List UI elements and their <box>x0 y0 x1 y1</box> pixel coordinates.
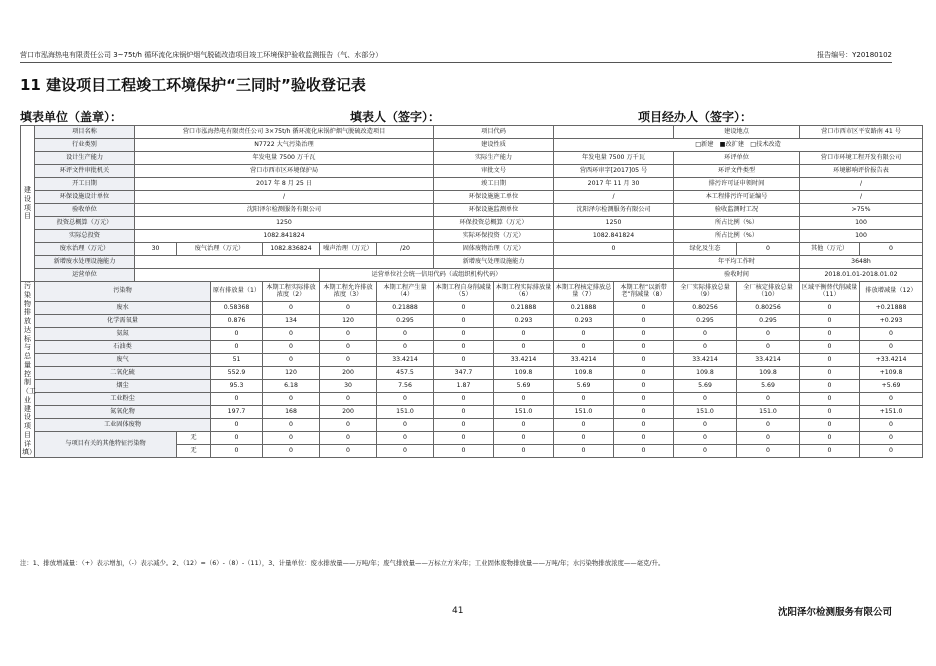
table-cell: 0 <box>434 419 494 432</box>
table-cell: 0 <box>494 393 554 406</box>
table-cell: 0 <box>434 354 494 367</box>
table-row <box>21 256 923 269</box>
column-header: 本期工程“以新带老”削减量（8） <box>614 282 674 302</box>
table-cell: >75% <box>800 204 923 217</box>
table-cell: 年平均工作时 <box>674 256 800 269</box>
table-cell: +109.8 <box>860 367 923 380</box>
table-cell: / <box>800 178 923 191</box>
table-cell: 行业类别 <box>35 139 135 152</box>
table-cell: 0 <box>737 432 800 445</box>
table-cell: 验收时间 <box>674 269 800 282</box>
other-pollutants-label: 与项目有关的其他特征污染物 <box>35 432 177 458</box>
column-header: 本期工程自身削减量（5） <box>434 282 494 302</box>
table-cell <box>554 256 674 269</box>
table-cell: 0 <box>554 341 614 354</box>
table-cell: 120 <box>320 315 377 328</box>
table-cell: 新增废水处理设施能力 <box>35 256 135 269</box>
table-cell: 0.21888 <box>377 302 434 315</box>
pollutant-row <box>21 393 923 406</box>
table-cell: 0 <box>434 302 494 315</box>
table-cell: 347.7 <box>434 367 494 380</box>
pollutant-row <box>21 315 923 328</box>
table-cell: 0 <box>674 328 737 341</box>
table-cell: 环保设施设计单位 <box>35 191 135 204</box>
table-cell: 120 <box>263 367 320 380</box>
table-cell: 环评单位 <box>674 152 800 165</box>
column-header: 本期工程核定排放总量（7） <box>554 282 614 302</box>
table-cell: 1250 <box>135 217 434 230</box>
table-cell: 0 <box>860 419 923 432</box>
table-cell: 投资总概算（万元） <box>35 217 135 230</box>
registration-table <box>20 125 923 458</box>
table-cell: 0 <box>377 445 434 458</box>
table-cell: 0 <box>860 393 923 406</box>
table-cell: 0 <box>211 419 263 432</box>
table-cell: 0 <box>377 419 434 432</box>
table-cell: 审批文号 <box>434 165 554 178</box>
table-cell: 0 <box>320 419 377 432</box>
table-cell: 0 <box>800 393 860 406</box>
table-cell: 0 <box>554 393 614 406</box>
table-cell: 0.21888 <box>554 302 614 315</box>
table-cell: 0 <box>263 432 320 445</box>
page-number: 41 <box>452 606 464 616</box>
table-cell: 0.293 <box>494 315 554 328</box>
column-header: 原有排放量（1） <box>211 282 263 302</box>
table-row <box>21 165 923 178</box>
pollutant-name: 氮氧化物 <box>35 406 211 419</box>
pollutant-name: 化学需氧量 <box>35 315 211 328</box>
table-cell: 环评文件类型 <box>674 165 800 178</box>
table-cell: 0.21888 <box>494 302 554 315</box>
table-cell: 0 <box>377 393 434 406</box>
table-cell: 0 <box>860 445 923 458</box>
table-cell: 0 <box>860 243 923 256</box>
table-cell: 0 <box>320 341 377 354</box>
table-cell: / <box>554 191 674 204</box>
table-cell: 0 <box>263 445 320 458</box>
table-cell: 0 <box>800 302 860 315</box>
table-cell: 0 <box>614 419 674 432</box>
table-cell: 0 <box>737 393 800 406</box>
table-cell: 109.8 <box>674 367 737 380</box>
table-row <box>21 191 923 204</box>
table-cell: 0 <box>434 406 494 419</box>
table-cell: 0 <box>263 302 320 315</box>
table-cell: 营口市泓海热电有限责任公司 3×75t/h 循环流化床锅炉烟气脱硫改造项目 <box>135 126 434 139</box>
table-cell: 0 <box>614 341 674 354</box>
table-cell: 0 <box>674 393 737 406</box>
table-cell <box>554 269 674 282</box>
table-cell: 0 <box>800 341 860 354</box>
signature-line <box>20 108 892 124</box>
header-report-title: 营口市泓海热电有限责任公司 3~75t/h 循环流化床锅炉烟气脱硫改造项目竣工环境保护验收监测报告（气、水部分） <box>20 51 383 59</box>
table-cell: 6.18 <box>263 380 320 393</box>
table-cell: 151.0 <box>377 406 434 419</box>
pollutant-name: 废气 <box>35 354 211 367</box>
table-cell: 1.87 <box>434 380 494 393</box>
table-cell: 0.876 <box>211 315 263 328</box>
table-cell: 环保设施施工单位 <box>434 191 554 204</box>
table-cell: 0 <box>614 302 674 315</box>
table-cell: 0 <box>800 315 860 328</box>
table-cell: 0 <box>211 341 263 354</box>
table-cell: 0 <box>320 354 377 367</box>
table-cell: 200 <box>320 367 377 380</box>
table-cell: 建设地点 <box>674 126 800 139</box>
table-cell: 0 <box>434 341 494 354</box>
pollutant-name: 工业粉尘 <box>35 393 211 406</box>
table-cell: 实际环保投资（万元） <box>434 230 554 243</box>
table-cell: 0 <box>263 393 320 406</box>
table-cell: 新增废气处理设施能力 <box>434 256 554 269</box>
table-cell: 营西环审字[2017]05 号 <box>554 165 674 178</box>
table-cell: 0 <box>800 328 860 341</box>
manager-label: 项目经办人（签字）： <box>638 110 753 124</box>
table-cell: 1250 <box>554 217 674 230</box>
table-cell: 0 <box>554 432 614 445</box>
table-cell: 0 <box>674 341 737 354</box>
table-cell: N7722 大气污染治理 <box>135 139 434 152</box>
table-row <box>21 204 923 217</box>
table-cell: 废气治理（万元） <box>177 243 263 256</box>
table-cell: 30 <box>135 243 177 256</box>
pollutant-name: 烟尘 <box>35 380 211 393</box>
table-cell: 废水治理（万元） <box>35 243 135 256</box>
table-row <box>21 178 923 191</box>
table-cell: 100 <box>800 217 923 230</box>
side-label-construction: 建设项目 <box>21 126 35 282</box>
table-cell: 0 <box>614 445 674 458</box>
table-cell: 0 <box>434 432 494 445</box>
table-row <box>21 269 923 282</box>
table-cell: 0 <box>800 445 860 458</box>
table-cell: 33.4214 <box>737 354 800 367</box>
table-cell: 200 <box>320 406 377 419</box>
table-cell: 33.4214 <box>554 354 614 367</box>
table-cell: 建设性质 <box>434 139 554 152</box>
table-cell: 0.58368 <box>211 302 263 315</box>
table-cell: 环保设施监测单位 <box>434 204 554 217</box>
table-cell: 0 <box>614 328 674 341</box>
side-label-pollutant: 污染物排放达标与总量控制（工业建设项目详填） <box>22 282 36 457</box>
table-cell: 0 <box>614 367 674 380</box>
table-cell <box>135 256 434 269</box>
table-cell: 109.8 <box>554 367 614 380</box>
pollutant-name: 工业固体废物 <box>35 419 211 432</box>
column-header: 本期工程实际排放量（6） <box>494 282 554 302</box>
pollutant-row <box>21 380 923 393</box>
table-cell: 0 <box>211 393 263 406</box>
table-row <box>21 126 923 139</box>
filling-unit-label: 填表单位（盖章）： <box>20 110 123 124</box>
table-cell: 噪声治理（万元） <box>320 243 377 256</box>
table-cell: 2017 年 8 月 25 日 <box>135 178 434 191</box>
table-cell: 0 <box>800 354 860 367</box>
table-cell: 环保投资总概算（万元） <box>434 217 554 230</box>
table-cell: +0.293 <box>860 315 923 328</box>
table-cell: 0 <box>554 243 674 256</box>
table-cell: 0 <box>211 328 263 341</box>
table-cell: 0 <box>860 328 923 341</box>
table-cell: 0 <box>494 419 554 432</box>
table-cell: 本工程排污许可证编号 <box>674 191 800 204</box>
table-cell: □新建 ■改扩建 □技术改造 <box>554 139 923 152</box>
table-cell: 0 <box>674 419 737 432</box>
table-cell: 0.80256 <box>674 302 737 315</box>
filler-label: 填表人（签字）： <box>350 110 441 124</box>
table-cell: 151.0 <box>737 406 800 419</box>
table-cell: 0 <box>494 328 554 341</box>
table-cell: 0 <box>860 432 923 445</box>
pollutant-name: 废水 <box>35 302 211 315</box>
table-cell: 运营单位社会统一信用代码（或组织机构代码） <box>320 269 554 282</box>
table-cell: 457.5 <box>377 367 434 380</box>
table-cell: 0 <box>377 341 434 354</box>
table-cell: 1082.841824 <box>554 230 674 243</box>
table-cell: 实际总投资 <box>35 230 135 243</box>
table-cell: 100 <box>800 230 923 243</box>
column-header: 区域平衡替代削减量（11） <box>800 282 860 302</box>
table-cell: / <box>135 191 434 204</box>
table-cell: 1082.841824 <box>135 230 434 243</box>
issuing-organization: 沈阳泽尔检测服务有限公司 <box>777 607 892 618</box>
table-cell: 0 <box>211 432 263 445</box>
running-header <box>20 50 892 63</box>
table-cell: 0 <box>737 243 800 256</box>
table-cell <box>135 269 320 282</box>
table-cell: 沈阳泽尔检测服务有限公司 <box>554 204 674 217</box>
table-cell: 0 <box>263 341 320 354</box>
pollutant-row <box>21 406 923 419</box>
table-cell: 0 <box>320 393 377 406</box>
table-cell: 0 <box>674 432 737 445</box>
table-cell: /20 <box>377 243 434 256</box>
table-cell: 0 <box>860 341 923 354</box>
table-cell: 0 <box>800 367 860 380</box>
pollutant-row <box>21 302 923 315</box>
column-header: 全厂实际排放总量（9） <box>674 282 737 302</box>
table-cell: 151.0 <box>494 406 554 419</box>
table-cell: 0 <box>737 341 800 354</box>
table-cell: 7.56 <box>377 380 434 393</box>
table-cell: 109.8 <box>737 367 800 380</box>
table-cell: 30 <box>320 380 377 393</box>
table-cell: 0 <box>494 432 554 445</box>
pollutant-row <box>21 419 923 432</box>
table-cell: 所占比例（%） <box>674 217 800 230</box>
pollutant-name: 二氧化硫 <box>35 367 211 380</box>
table-cell: +0.21888 <box>860 302 923 315</box>
table-cell: 验收监测时工况 <box>674 204 800 217</box>
table-cell: 151.0 <box>674 406 737 419</box>
table-cell: 营口市西市区环境保护局 <box>135 165 434 178</box>
table-cell: 年发电量 7500 万千瓦 <box>554 152 674 165</box>
table-cell: +151.0 <box>860 406 923 419</box>
table-row <box>21 230 923 243</box>
table-cell: 沈阳泽尔检测服务有限公司 <box>135 204 434 217</box>
table-header-row <box>21 282 923 302</box>
table-cell: 运营单位 <box>35 269 135 282</box>
table-cell: 33.4214 <box>494 354 554 367</box>
table-cell: 0 <box>320 302 377 315</box>
table-cell: 151.0 <box>554 406 614 419</box>
table-cell: 95.3 <box>211 380 263 393</box>
table-cell: 51 <box>211 354 263 367</box>
table-cell: 0 <box>494 445 554 458</box>
page-title: 11 建设项目工程竣工环境保护“三同时”验收登记表 <box>20 76 366 94</box>
pollutant-name: 无 <box>177 432 211 445</box>
table-cell: 开工日期 <box>35 178 135 191</box>
table-cell: 项目名称 <box>35 126 135 139</box>
table-cell: 0 <box>614 315 674 328</box>
table-cell: 0 <box>377 432 434 445</box>
pollutant-row <box>21 354 923 367</box>
table-cell: 2017 年 11 月 30 <box>554 178 674 191</box>
table-cell: 197.7 <box>211 406 263 419</box>
table-cell: 0.293 <box>554 315 614 328</box>
table-cell: 0 <box>614 380 674 393</box>
table-cell: 0 <box>434 328 494 341</box>
table-cell: 0 <box>554 328 614 341</box>
pollutant-name: 无 <box>177 445 211 458</box>
table-cell: 0 <box>494 341 554 354</box>
table-cell: 竣工日期 <box>434 178 554 191</box>
table-cell: 0.295 <box>377 315 434 328</box>
table-cell: 0 <box>377 328 434 341</box>
table-cell: 0 <box>263 328 320 341</box>
table-cell: / <box>800 191 923 204</box>
pollutant-name: 氨氮 <box>35 328 211 341</box>
table-cell: 33.4214 <box>674 354 737 367</box>
table-cell: 固体废物治理（万元） <box>434 243 554 256</box>
pollutant-row <box>21 367 923 380</box>
table-cell: 5.69 <box>737 380 800 393</box>
pollutant-row <box>21 328 923 341</box>
table-cell: 134 <box>263 315 320 328</box>
table-cell: 0 <box>737 419 800 432</box>
table-cell: 0.295 <box>737 315 800 328</box>
table-cell: 5.69 <box>674 380 737 393</box>
table-row <box>21 139 923 152</box>
table-cell: 2018.01.01-2018.01.02 <box>800 269 923 282</box>
table-cell: 0 <box>614 393 674 406</box>
table-cell: 552.9 <box>211 367 263 380</box>
table-cell: 其他（万元） <box>800 243 860 256</box>
table-cell: 33.4214 <box>377 354 434 367</box>
table-cell: 0 <box>554 445 614 458</box>
table-row <box>21 217 923 230</box>
table-cell: 5.69 <box>494 380 554 393</box>
table-cell: 3648h <box>800 256 923 269</box>
table-cell: 排污许可证申领时间 <box>674 178 800 191</box>
table-cell: 0.80256 <box>737 302 800 315</box>
table-cell: 0 <box>614 354 674 367</box>
table-cell: 0 <box>800 432 860 445</box>
table-cell: 0 <box>434 445 494 458</box>
table-cell: 0 <box>674 445 737 458</box>
table-cell: 绿化及生态 <box>674 243 737 256</box>
table-row <box>21 152 923 165</box>
table-cell: 营口市西市区平安路南 41 号 <box>800 126 923 139</box>
table-cell: 营口市环境工程开发有限公司 <box>800 152 923 165</box>
table-cell: 0.295 <box>674 315 737 328</box>
column-header: 本期工程产生量（4） <box>377 282 434 302</box>
other-pollutant-row <box>21 432 923 445</box>
table-cell: 验收单位 <box>35 204 135 217</box>
table-cell: 0 <box>554 419 614 432</box>
table-cell: +5.69 <box>860 380 923 393</box>
table-cell: 0 <box>614 432 674 445</box>
table-cell: 168 <box>263 406 320 419</box>
table-cell: 0 <box>434 393 494 406</box>
pollutant-row <box>21 341 923 354</box>
table-cell: 年发电量 7500 万千瓦 <box>135 152 434 165</box>
table-cell: 0 <box>800 380 860 393</box>
table-cell: 109.8 <box>494 367 554 380</box>
table-cell: 0 <box>320 432 377 445</box>
table-footnote: 注：1、排放增减量：（+）表示增加，（-）表示减少。2、（12）=（6）-（8）-（11），3、计量单位：废水排放量——万吨/年；废气排放量——万标立方米/年；工业固体废物排放量——万吨/年；水污染物排放浓度——毫克/升。 <box>20 559 665 567</box>
table-cell: 所占比例（%） <box>674 230 800 243</box>
table-cell: 0 <box>737 445 800 458</box>
header-report-number: 报告编号：Y20180102 <box>817 51 892 59</box>
table-cell: 设计生产能力 <box>35 152 135 165</box>
table-cell: 实际生产能力 <box>434 152 554 165</box>
table-cell: 项目代码 <box>434 126 554 139</box>
pollutant-name: 石油类 <box>35 341 211 354</box>
column-header: 本期工程实际排放浓度（2） <box>263 282 320 302</box>
table-cell: 环评文件审批机关 <box>35 165 135 178</box>
table-cell: 0 <box>263 354 320 367</box>
table-cell: 1082.836824 <box>263 243 320 256</box>
column-header: 污染物 <box>35 282 211 302</box>
table-cell: 0 <box>800 419 860 432</box>
column-header: 排放增减量（12） <box>860 282 923 302</box>
table-cell: 0 <box>800 406 860 419</box>
table-cell: 0 <box>434 315 494 328</box>
table-cell: +33.4214 <box>860 354 923 367</box>
table-cell: 0 <box>320 328 377 341</box>
table-cell: 0 <box>263 419 320 432</box>
table-cell: 0 <box>614 406 674 419</box>
column-header: 本期工程允许排放浓度（3） <box>320 282 377 302</box>
column-header: 全厂核定排放总量（10） <box>737 282 800 302</box>
table-cell <box>554 126 674 139</box>
table-cell: 环境影响评价报告表 <box>800 165 923 178</box>
table-cell: 5.69 <box>554 380 614 393</box>
table-cell: 0 <box>211 445 263 458</box>
table-cell: 0 <box>737 328 800 341</box>
table-cell: 0 <box>320 445 377 458</box>
table-row <box>21 243 923 256</box>
